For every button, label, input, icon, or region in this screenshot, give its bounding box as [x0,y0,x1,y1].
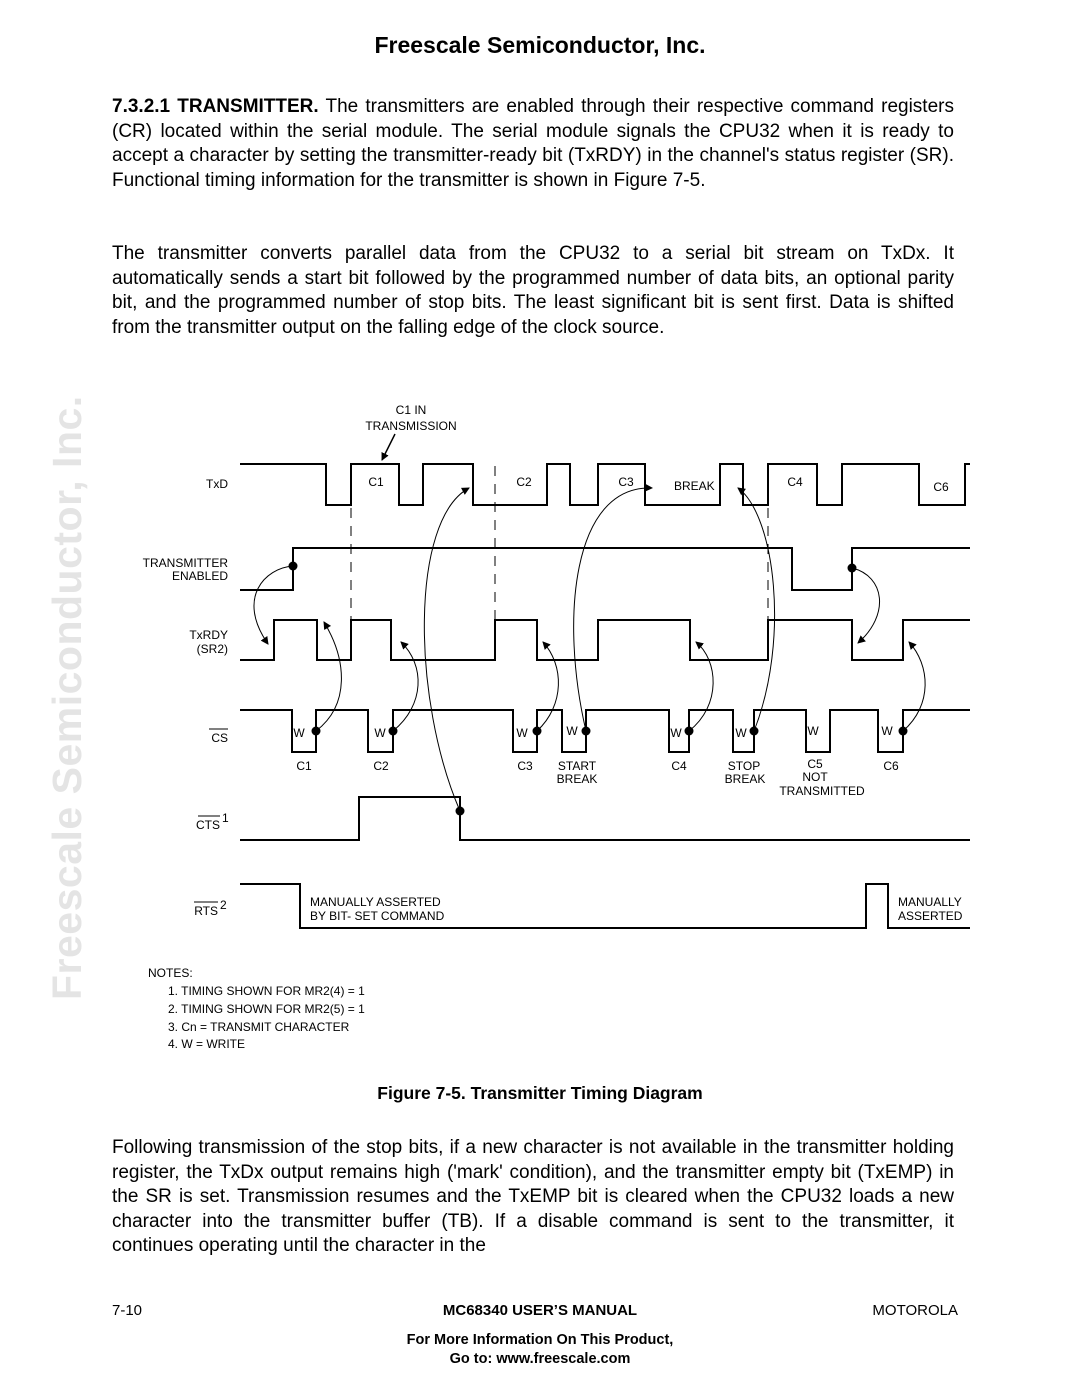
cs-c3: C3 [517,759,533,773]
label-cs: CS [211,731,228,745]
manual-title: MC68340 USER’S MANUAL [442,1302,638,1319]
w-8: W [881,724,893,738]
rts-note-2: BY BIT- SET COMMAND [310,909,445,923]
callout-arrow [382,434,395,460]
note-3: 3. Cn = TRANSMIT CHARACTER [168,1020,350,1034]
label-txrdy-2: (SR2) [196,642,228,656]
label-txd: TxD [206,477,228,491]
txd-label-c6: C6 [933,480,949,494]
cs-waveform [240,710,970,752]
cs-c6: C6 [883,759,899,773]
cs-break-2: BREAK [724,772,766,786]
paragraph-following: Following transmission of the stop bits, if a new character is not available in the transmitter holding register, the TxDx output remains high ('mark' condition), and the transmitter empty bit (TxEMP) in the SR is set. Transmission resumes and the TxEMP bit is cleared when the CPU32 loads a new character into the transmitter buffer (TB). If a disable command is sent to the transmitter, it continues operating until the character in the [112,1137,954,1257]
cs-c2: C2 [373,759,389,773]
more-info-link[interactable]: Go to: www.freescale.com [449,1351,631,1367]
figure-caption: Figure 7-5. Transmitter Timing Diagram [377,1083,703,1103]
cts-waveform [240,797,970,840]
write-labels [293,724,893,740]
txrdy-waveform [240,620,970,660]
w-1: W [293,726,305,740]
label-txrdy-1: TxRDY [189,628,228,642]
label-te-1: TRANSMITTER [142,556,228,570]
txd-label-c1: C1 [368,475,384,489]
rts-note-4: ASSERTED [898,909,963,923]
note-1: 1. TIMING SHOWN FOR MR2(4) = 1 [168,984,365,998]
cs-c5: C5 [807,757,823,771]
w-3: W [516,726,528,740]
section-heading: 7.3.2.1 TRANSMITTER. [112,96,319,117]
cs-transmitted: TRANSMITTED [779,784,865,798]
txd-label-break: BREAK [674,479,715,493]
label-rts: RTS [194,904,218,918]
callout-text-2: TRANSMISSION [365,419,457,433]
w-6: W [735,726,747,740]
label-cts: CTS [196,818,220,832]
label-rts-note: 2 [220,898,227,912]
txd-label-c2: C2 [516,475,532,489]
rts-note-1: MANUALLY ASSERTED [310,895,441,909]
w-5: W [670,726,682,740]
page-number: 7-10 [112,1302,143,1319]
cs-c1: C1 [296,759,312,773]
more-info-text: For More Information On This Product, [406,1332,674,1348]
notes-title: NOTES: [148,966,193,980]
txd-waveform [240,464,970,505]
cs-not: NOT [802,770,828,784]
rts-note-3: MANUALLY [898,895,962,909]
cs-stop: STOP [727,759,761,773]
te-waveform [240,548,970,590]
timing-diagram [0,390,1080,1070]
txd-label-c4: C4 [787,475,803,489]
notes [148,966,365,1051]
label-te-2: ENABLED [171,569,228,583]
w-4: W [566,724,578,738]
cs-char-labels [296,757,899,798]
label-cts-note: 1 [222,811,229,825]
w-7: W [807,724,819,738]
page-header: Freescale Semiconductor, Inc. [374,32,706,58]
callout-text-1: C1 IN [395,403,427,417]
paragraph-converter: The transmitter converts parallel data from the CPU32 to a serial bit stream on TxDx. It automatically sends a start bit followed by the programmed number of data bits, an optional parity bit, and the programmed number of stop bits. The least significant bit is sent first. Data is shifted from the transmitter output on the falling edge of the clock source. [112,243,954,338]
company-name: MOTOROLA [872,1302,958,1319]
watermark: Freescale Semiconductor, Inc. [44,395,90,1000]
paragraph-transmitter [112,95,954,193]
note-4: 4. W = WRITE [168,1037,246,1051]
txd-label-c3: C3 [618,475,634,489]
cs-start: START [557,759,597,773]
w-2: W [374,726,386,740]
cs-break-1: BREAK [556,772,598,786]
paragraph-text: The transmitters are enabled through their respective command registers (CR) located within the serial module. The serial module signals the CPU32 when it is ready to accept a character by setting the transmitter-ready bit (TxRDY) in the channel's status register (SR). Functional timing information for the transmitter is shown in Figure 7-5. [112,96,954,191]
cs-c4: C4 [671,759,687,773]
note-2: 2. TIMING SHOWN FOR MR2(5) = 1 [168,1002,365,1016]
